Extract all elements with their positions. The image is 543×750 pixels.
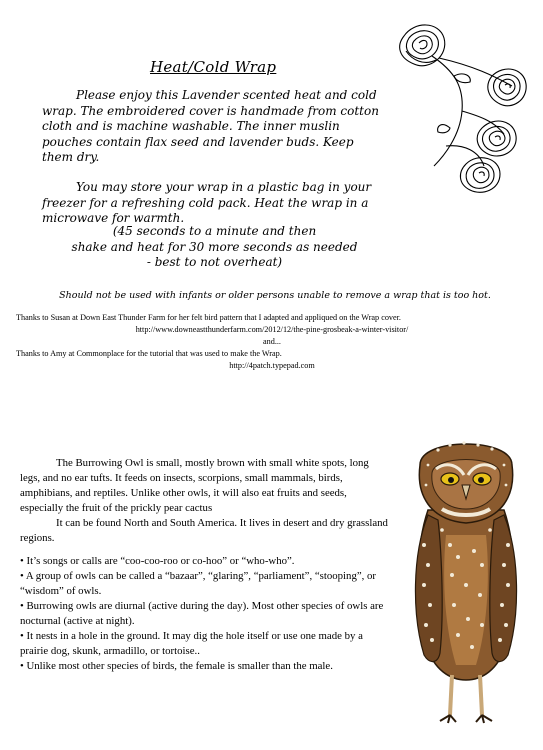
- wrap-paragraph-1-text: Please enjoy this Lavender scented heat and cold wrap. The embroidered cover is handmade from cotton cloth and is machine washable. The inner muslin pouches contain flax seed and lavender buds. Keep them dry.: [42, 88, 379, 164]
- wrap-paragraph-2: [42, 180, 387, 227]
- lavender-flower-icon: [384, 16, 534, 198]
- owl-paragraph-2: [20, 516, 390, 546]
- owl-paragraph-2-text: It can be found North and South America. It lives in desert and dry grassland regions.: [20, 517, 388, 544]
- thanks-and: and...: [263, 337, 281, 346]
- owl-fact: • Unlike most other species of birds, the female is smaller than the male.: [20, 660, 333, 672]
- wrap-paragraph-2-text: You may store your wrap in a plastic bag in your freezer for a refreshing cold pack. Heat the wrap in a microwave for warmth.: [42, 180, 372, 225]
- microwave-line-3: - best to not overheat): [146, 255, 283, 269]
- owl-paragraph-1: [20, 456, 390, 516]
- thanks-url-1[interactable]: http://www.downeastthunderfarm.com/2012/12/the-pine-grosbeak-a-winter-visitor/: [135, 325, 409, 334]
- wrap-paragraph-1: [42, 88, 387, 166]
- owl-fact: • It nests in a hole in the ground. It may dig the hole itself or use one made by a prairie dog, skunk, armadillo, or tortoise..: [20, 630, 363, 657]
- owl-fact: • Burrowing owls are diurnal (active during the day). Most other species of owls are nocturnal (active at night).: [20, 600, 384, 627]
- owl-facts-list: [20, 554, 390, 674]
- microwave-instructions: [42, 224, 387, 271]
- microwave-line-2: shake and heat for 30 more seconds as needed: [71, 239, 358, 254]
- owl-fact: • It’s songs or calls are “coo-coo-roo or co-hoo” or “who-who”.: [20, 555, 295, 567]
- owl-paragraph-1-text: The Burrowing Owl is small, mostly brown with small white spots, long legs, and no ear tufts. It feeds on insects, scorpions, small mammals, birds, amphibians, and reptiles. Unlike other owls, it will also eat fruits and seeds, especially the fruit of the prickly pear cactus: [20, 457, 369, 514]
- thanks-url-2[interactable]: http://4patch.typepad.com: [229, 361, 315, 370]
- wrap-title: Heat/Cold Wrap: [150, 58, 277, 76]
- safety-warning: Should not be used with infants or older persons unable to remove a wrap that is too hot.: [59, 290, 491, 301]
- acknowledgements: [16, 312, 528, 372]
- burrowing-owl-icon: [398, 425, 534, 730]
- owl-section: [20, 456, 390, 674]
- microwave-line-1: (45 seconds to a minute and then: [112, 224, 317, 238]
- thanks-line-1: Thanks to Susan at Down East Thunder Farm for her felt bird pattern that I adapted and appliqued on the Wrap cover.: [16, 313, 401, 322]
- owl-fact: • A group of owls can be called a “bazaar”, “glaring”, “parliament”, “stooping”, or “wisdom” of owls.: [20, 570, 377, 597]
- thanks-line-2: Thanks to Amy at Commonplace for the tutorial that was used to make the Wrap.: [16, 349, 282, 358]
